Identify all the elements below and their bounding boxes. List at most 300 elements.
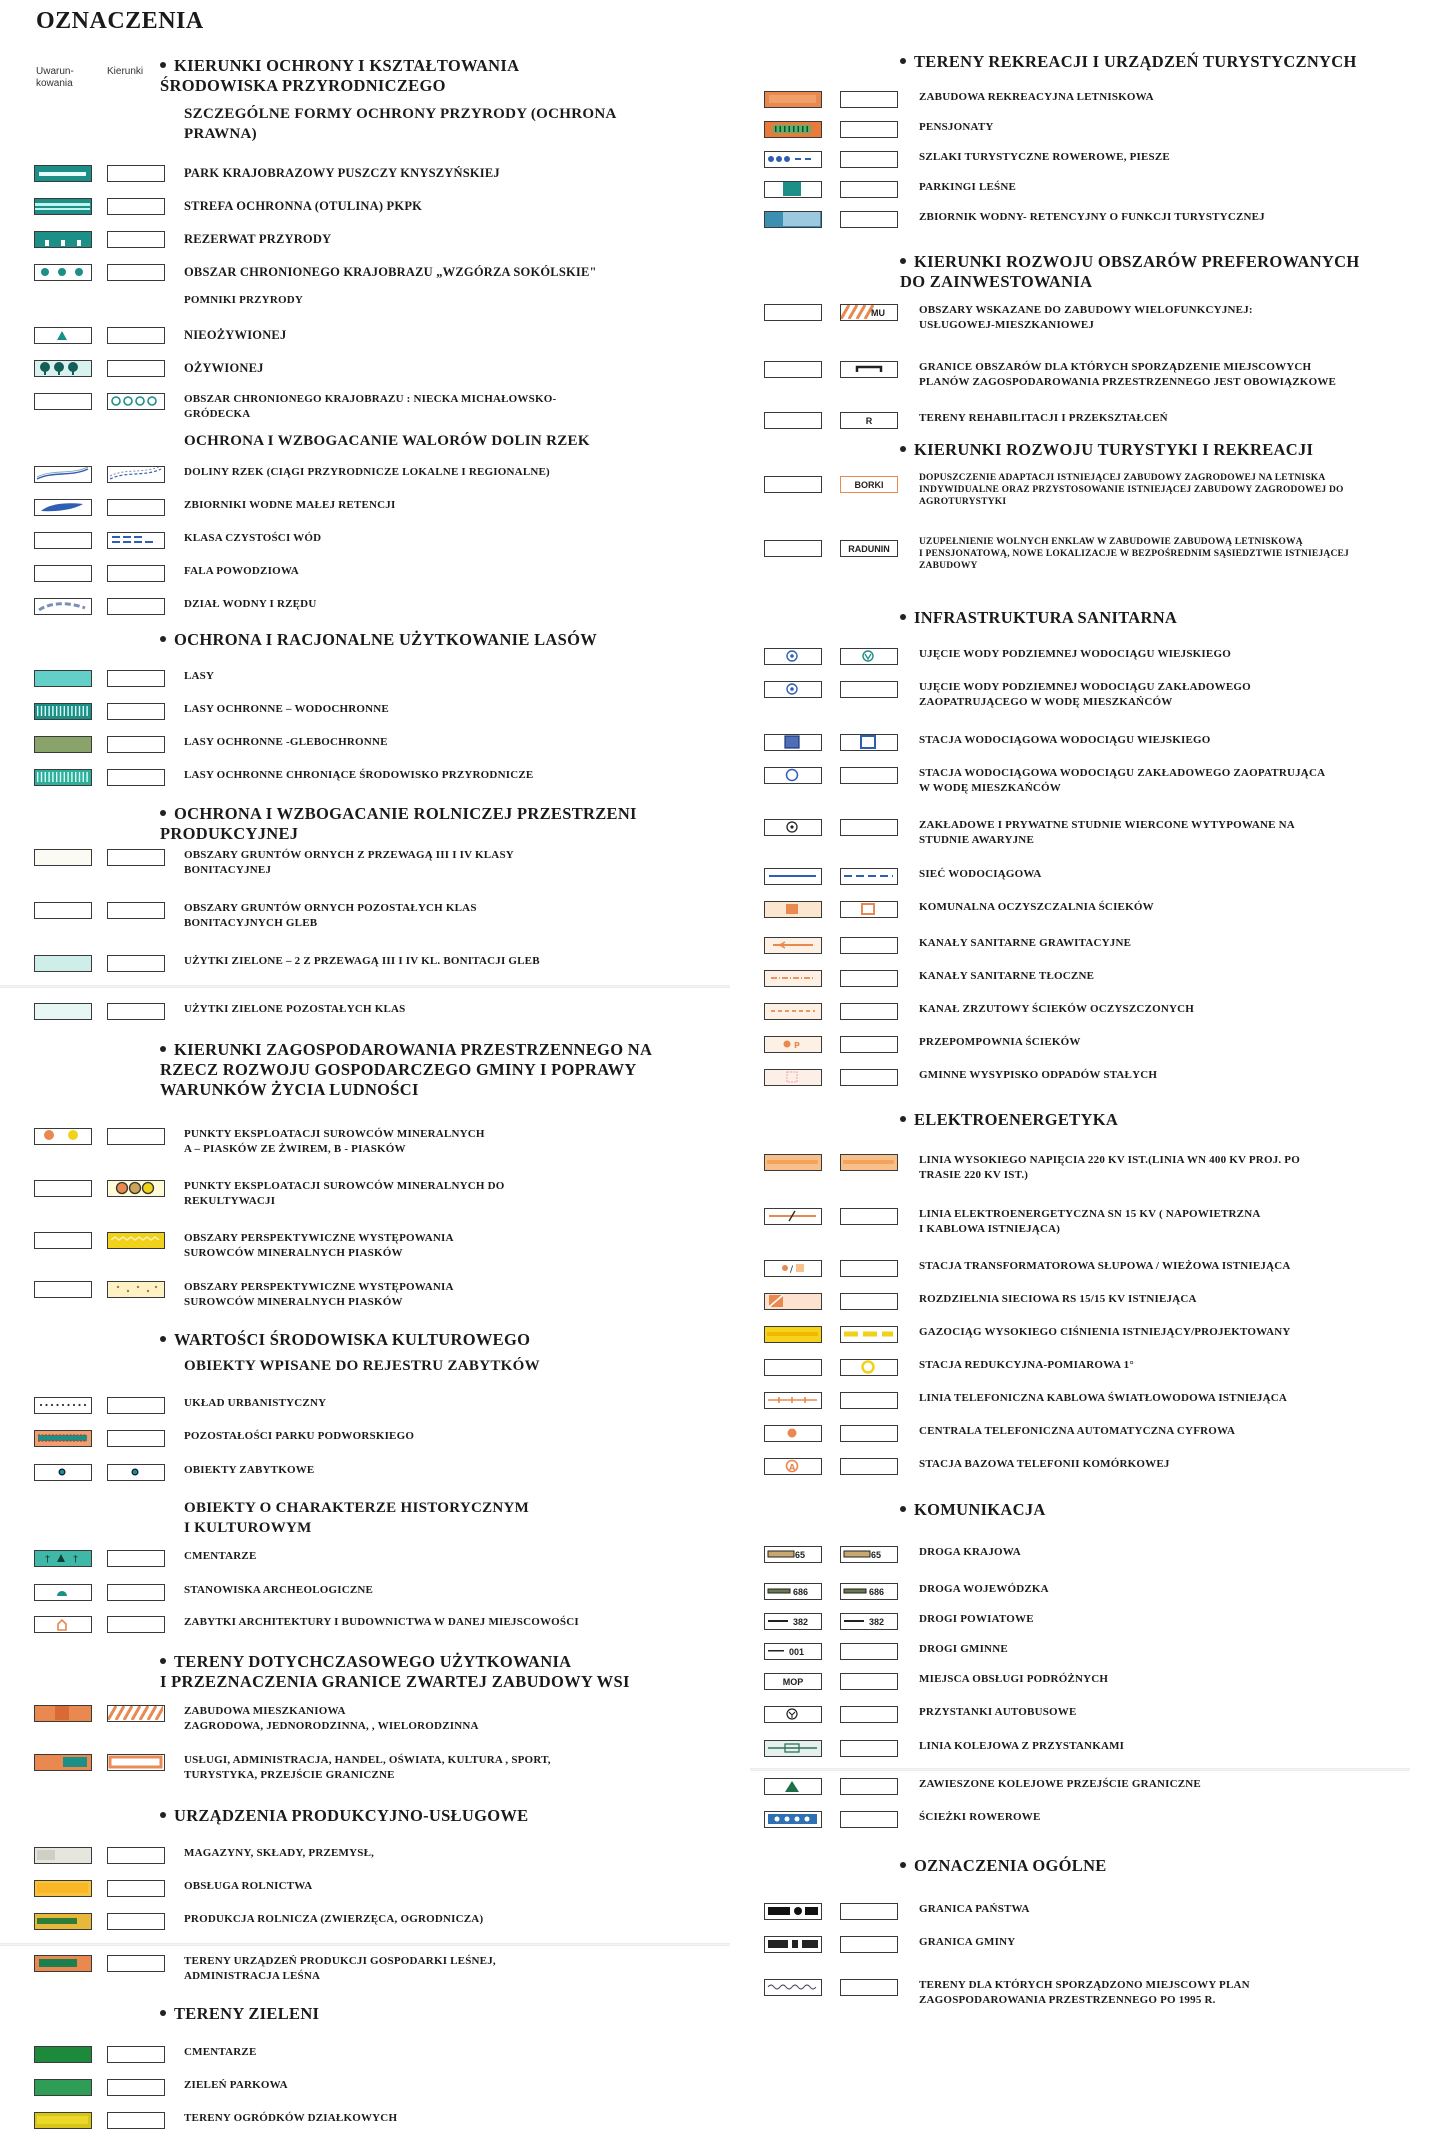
legend-symbol-warunkowania — [764, 1778, 822, 1795]
legend-label: TERENY REHABILITACJI I PRZEKSZTAŁCEŃ — [919, 412, 1168, 424]
legend-label: STACJA WODOCIĄGOWA WODOCIĄGU WIEJSKIEGO — [919, 734, 1211, 746]
legend-label: TERENY URZĄDZEŃ PRODUKCJI GOSPODARKI LEŚNEJ, ADMINISTRACJA LEŚNA — [184, 1955, 496, 1982]
legend-label: PENSJONATY — [919, 121, 994, 133]
legend-symbol-kierunki: 65 — [840, 1546, 898, 1563]
bullet-icon — [900, 1506, 906, 1512]
svg-text:/: / — [790, 1265, 794, 1275]
legend-symbol-warunkowania — [764, 361, 822, 378]
section-heading-text: OZNACZENIA OGÓLNE — [914, 1856, 1107, 1875]
legend-symbol-kierunki — [107, 1464, 165, 1481]
legend-symbol-kierunki — [107, 1281, 165, 1298]
legend-symbol-kierunki — [107, 198, 165, 215]
legend-label: UKŁAD URBANISTYCZNY — [184, 1397, 327, 1409]
legend-label: ROZDZIELNIA SIECIOWA RS 15/15 KV ISTNIEJĄCA — [919, 1293, 1197, 1305]
legend-label: USŁUGI, ADMINISTRACJA, HANDEL, OŚWIATA, KULTURA , SPORT, TURYSTYKA, PRZEJŚCIE GRANICZNE — [184, 1754, 551, 1781]
legend-label: SIEĆ WODOCIĄGOWA — [919, 868, 1042, 880]
page-title: OZNACZENIA — [36, 8, 204, 34]
legend-symbol-warunkowania — [34, 1397, 92, 1414]
legend-symbol-warunkowania: 001 — [764, 1643, 822, 1660]
legend-symbol-kierunki — [107, 1616, 165, 1633]
bullet-icon — [900, 446, 906, 452]
legend-label: OBSZARY PERSPEKTYWICZNE WYSTĘPOWANIA SUROWCÓW MINERALNYCH PIASKÓW — [184, 1281, 454, 1308]
legend-label: STACJA BAZOWA TELEFONII KOMÓRKOWEJ — [919, 1458, 1170, 1470]
bullet-icon — [160, 1658, 166, 1664]
legend-label: LINIA WYSOKIEGO NAPIĘCIA 220 KV IST.(LINIA WN 400 KV PROJ. PO TRASIE 220 KV IST.) — [919, 1154, 1300, 1181]
legend-symbol-kierunki — [107, 1955, 165, 1972]
legend-label: PRZYSTANKI AUTOBUSOWE — [919, 1706, 1077, 1718]
legend-symbol-warunkowania — [764, 1003, 822, 1020]
legend-symbol-warunkowania — [764, 970, 822, 987]
legend-symbol-kierunki: 686 — [840, 1583, 898, 1600]
legend-symbol-kierunki — [107, 466, 165, 483]
legend-label: CMENTARZE — [184, 2046, 257, 2058]
legend-label: STACJA TRANSFORMATOROWA SŁUPOWA / WIEŻOWA ISTNIEJĄCA — [919, 1260, 1291, 1272]
legend-label: OBSZARY GRUNTÓW ORNYCH POZOSTAŁYCH KLAS BONITACYJNYCH GLEB — [184, 902, 477, 929]
legend-label: OBSZARY GRUNTÓW ORNYCH Z PRZEWAGĄ III I IV KLASY BONITACYJNEJ — [184, 849, 514, 876]
legend-symbol-kierunki — [107, 1003, 165, 1020]
legend-label: PARK KRAJOBRAZOWY PUSZCZY KNYSZYŃSKIEJ — [184, 166, 500, 180]
legend-label: STACJA REDUKCYJNA-POMIAROWA 1° — [919, 1359, 1134, 1371]
legend-symbol-kierunki — [107, 955, 165, 972]
legend-symbol-kierunki — [840, 151, 898, 168]
legend-label: GAZOCIĄG WYSOKIEGO CIŚNIENIA ISTNIEJĄCY/PROJEKTOWANY — [919, 1326, 1291, 1338]
legend-symbol-warunkowania — [764, 937, 822, 954]
legend-symbol-kierunki: R — [840, 412, 898, 429]
paper-fold — [750, 1768, 1410, 1771]
section-heading — [160, 56, 700, 96]
legend-label: NIEOŻYWIONEJ — [184, 328, 287, 342]
legend-symbol-warunkowania — [764, 540, 822, 557]
legend-label: LASY OCHRONNE CHRONIĄCE ŚRODOWISKO PRZYRODNICZE — [184, 769, 534, 781]
legend-label: GRANICA GMINY — [919, 1936, 1016, 1948]
bullet-icon — [900, 258, 906, 264]
legend-symbol-kierunki — [107, 565, 165, 582]
legend-symbol-warunkowania — [764, 1326, 822, 1343]
legend-symbol-warunkowania — [34, 1128, 92, 1145]
legend-label: PUNKTY EKSPLOATACJI SUROWCÓW MINERALNYCH DO REKULTYWACJI — [184, 1180, 505, 1207]
legend-label: UJĘCIE WODY PODZIEMNEJ WODOCIĄGU WIEJSKIEGO — [919, 648, 1231, 660]
legend-symbol-warunkowania — [34, 1550, 92, 1567]
legend-symbol-warunkowania — [764, 1936, 822, 1953]
legend-symbol-warunkowania — [34, 466, 92, 483]
legend-symbol-kierunki — [840, 1903, 898, 1920]
legend-symbol-kierunki — [840, 681, 898, 698]
legend-label: DROGI POWIATOWE — [919, 1613, 1034, 1625]
legend-symbol-kierunki — [840, 211, 898, 228]
bullet-icon — [160, 636, 166, 642]
legend-label: KANAŁY SANITARNE GRAWITACYJNE — [919, 937, 1132, 949]
legend-label: GRANICE OBSZARÓW DLA KTÓRYCH SPORZĄDZENIE MIEJSCOWYCH PLANÓW ZAGOSPODAROWANIA PRZESTRZENNEGO JEST OBOWIĄZKOWE — [919, 361, 1337, 388]
legend-label: PRZEPOMPOWNIA ŚCIEKÓW — [919, 1036, 1081, 1048]
section-heading — [900, 52, 1420, 72]
legend-symbol-warunkowania — [34, 1180, 92, 1197]
legend-symbol-kierunki — [107, 165, 165, 182]
legend-symbol-kierunki — [840, 1260, 898, 1277]
svg-text:†: † — [73, 1554, 78, 1565]
legend-symbol-kierunki — [107, 1232, 165, 1249]
legend-symbol-warunkowania — [34, 670, 92, 687]
legend-symbol-kierunki — [107, 1913, 165, 1930]
bullet-icon — [160, 1336, 166, 1342]
section-heading-text: TERENY ZIELENI — [174, 2004, 320, 2023]
legend-symbol-warunkowania — [34, 1003, 92, 1020]
legend-symbol-warunkowania — [34, 532, 92, 549]
legend-symbol-warunkowania — [34, 327, 92, 344]
legend-symbol-warunkowania — [34, 955, 92, 972]
svg-text:P: P — [794, 1041, 800, 1050]
legend-symbol-kierunki — [107, 902, 165, 919]
legend-symbol-kierunki — [107, 598, 165, 615]
legend-symbol-kierunki — [840, 1979, 898, 1996]
legend-symbol-kierunki: 382 — [840, 1613, 898, 1630]
legend-label: LASY OCHRONNE -GLEBOCHRONNE — [184, 736, 388, 748]
legend-symbol-kierunki — [840, 181, 898, 198]
legend-symbol-warunkowania — [34, 1232, 92, 1249]
legend-symbol-warunkowania — [764, 151, 822, 168]
legend-label: ZABUDOWA MIESZKANIOWA ZAGRODOWA, JEDNORODZINNA, , WIELORODZINNA — [184, 1705, 479, 1732]
legend-symbol-kierunki — [840, 868, 898, 885]
legend-label: UŻYTKI ZIELONE POZOSTAŁYCH KLAS — [184, 1003, 406, 1015]
legend-symbol-kierunki — [840, 1673, 898, 1690]
legend-symbol-kierunki — [107, 1128, 165, 1145]
section-heading — [900, 252, 1420, 292]
legend-label: KANAŁ ZRZUTOWY ŚCIEKÓW OCZYSZCZONYCH — [919, 1003, 1195, 1015]
legend-label: STREFA OCHRONNA (OTULINA) PKPK — [184, 199, 423, 213]
legend-symbol-warunkowania — [764, 1458, 822, 1475]
legend-symbol-kierunki — [107, 1754, 165, 1771]
legend-symbol-kierunki — [840, 648, 898, 665]
section-heading-text: OCHRONA I RACJONALNE UŻYTKOWANIE LASÓW — [174, 630, 598, 649]
legend-symbol-kierunki — [840, 901, 898, 918]
legend-symbol-kierunki: MU — [840, 304, 898, 321]
legend-symbol-kierunki — [107, 499, 165, 516]
legend-symbol-warunkowania — [764, 1260, 822, 1277]
section-heading-text: KIERUNKI ROZWOJU TURYSTYKI I REKREACJI — [914, 440, 1314, 459]
legend-symbol-warunkowania — [34, 2112, 92, 2129]
legend-label: TERENY DLA KTÓRYCH SPORZĄDZONO MIEJSCOWY PLAN ZAGOSPODAROWANIA PRZESTRZENNEGO PO 1995 R. — [919, 1979, 1250, 2006]
legend-symbol-warunkowania — [764, 1811, 822, 1828]
legend-symbol-kierunki: RADUNIN — [840, 540, 898, 557]
legend-label: OBSZAR CHRONIONEGO KRAJOBRAZU : NIECKA MICHAŁOWSKO- GRÓDECKA — [184, 393, 557, 420]
legend-label: GRANICA PAŃSTWA — [919, 1903, 1030, 1915]
legend-symbol-warunkowania — [764, 476, 822, 493]
legend-symbol-warunkowania — [764, 211, 822, 228]
legend-symbol-warunkowania — [764, 1979, 822, 1996]
legend-label: REZERWAT PRZYRODY — [184, 232, 332, 246]
legend-label: DOLINY RZEK (CIĄGI PRZYRODNICZE LOKALNE I REGIONALNE) — [184, 466, 550, 478]
legend-symbol-kierunki — [840, 1359, 898, 1376]
legend-symbol-warunkowania: 686 — [764, 1583, 822, 1600]
bullet-icon — [900, 58, 906, 64]
section-heading-text: ELEKTROENERGETYKA — [914, 1110, 1119, 1129]
legend-symbol-warunkowania — [764, 734, 822, 751]
legend-symbol-warunkowania — [764, 1359, 822, 1376]
legend-label: ZBIORNIKI WODNE MAŁEJ RETENCJI — [184, 499, 396, 511]
legend-symbol-kierunki — [840, 1293, 898, 1310]
legend-label: DOPUSZCZENIE ADAPTACJI ISTNIEJĄCEJ ZABUDOWY ZAGRODOWEJ NA LETNISKA INDYWIDUALNE ORAZ PRZYSTOSOWANIE ISTNIEJĄCEJ ZABUDOWY ZAGRODOWEJ DO AGROTURYSTYKI — [919, 473, 1344, 507]
bullet-icon — [900, 1862, 906, 1868]
section-heading — [900, 1500, 1420, 1520]
legend-symbol-warunkowania — [34, 736, 92, 753]
section-heading-text: KIERUNKI ZAGOSPODAROWANIA PRZESTRZENNEGO NA RZECZ ROZWOJU GOSPODARCZEGO GMINY I POPRAWY WARUNKÓW ŻYCIA LUDNOŚCI — [160, 1040, 653, 1099]
legend-symbol-warunkowania — [764, 1208, 822, 1225]
legend-symbol-warunkowania — [764, 1425, 822, 1442]
section-heading — [900, 1856, 1420, 1876]
legend-symbol-warunkowania — [34, 1955, 92, 1972]
legend-symbol-warunkowania — [34, 769, 92, 786]
legend-symbol-warunkowania — [764, 819, 822, 836]
legend-label: OBIEKTY ZABYTKOWE — [184, 1464, 315, 1476]
section-heading — [160, 804, 700, 844]
legend-label: POZOSTAŁOŚCI PARKU PODWORSKIEGO — [184, 1430, 415, 1442]
legend-symbol-warunkowania — [34, 565, 92, 582]
legend-symbol-kierunki — [107, 532, 165, 549]
legend-symbol-warunkowania — [34, 360, 92, 377]
legend-symbol-kierunki — [840, 1392, 898, 1409]
legend-symbol-kierunki — [840, 970, 898, 987]
legend-symbol-warunkowania — [764, 1293, 822, 1310]
legend-symbol-warunkowania — [34, 2079, 92, 2096]
legend-label: UŻYTKI ZIELONE – 2 Z PRZEWAGĄ III I IV KL. BONITACJI GLEB — [184, 955, 540, 967]
legend-symbol-kierunki — [840, 1003, 898, 1020]
group-label: POMNIKI PRZYRODY — [184, 294, 304, 306]
legend-symbol-warunkowania — [34, 703, 92, 720]
legend-symbol-warunkowania — [34, 165, 92, 182]
legend-symbol-kierunki — [107, 1397, 165, 1414]
legend-symbol-warunkowania — [34, 1880, 92, 1897]
paper-fold — [0, 985, 730, 988]
legend-symbol-warunkowania — [764, 1740, 822, 1757]
legend-symbol-kierunki — [107, 2112, 165, 2129]
bullet-icon — [160, 2010, 166, 2016]
legend-symbol-warunkowania — [34, 2046, 92, 2063]
legend-symbol-warunkowania — [764, 304, 822, 321]
legend-symbol-kierunki — [840, 937, 898, 954]
section-heading — [160, 1330, 700, 1350]
column-header-kierunki: Kierunki — [107, 66, 144, 77]
legend-label: DZIAŁ WODNY I RZĘDU — [184, 598, 317, 610]
legend-symbol-kierunki — [840, 1326, 898, 1343]
legend-symbol-warunkowania — [34, 198, 92, 215]
legend-symbol-kierunki — [840, 1208, 898, 1225]
legend-label: MAGAZYNY, SKŁADY, PRZEMYSŁ, — [184, 1847, 375, 1859]
legend-label: TERENY OGRÓDKÓW DZIAŁKOWYCH — [184, 2112, 398, 2124]
legend-symbol-warunkowania — [764, 868, 822, 885]
legend-label: STANOWISKA ARCHEOLOGICZNE — [184, 1584, 374, 1596]
legend-symbol-warunkowania: 382 — [764, 1613, 822, 1630]
legend-symbol-warunkowania — [764, 1036, 822, 1053]
legend-symbol-warunkowania — [34, 1616, 92, 1633]
legend-symbol-warunkowania — [764, 91, 822, 108]
legend-label: OŻYWIONEJ — [184, 361, 264, 375]
legend-label: DROGI GMINNE — [919, 1643, 1008, 1655]
legend-symbol-warunkowania — [764, 648, 822, 665]
section-heading-text: WARTOŚCI ŚRODOWISKA KULTUROWEGO — [174, 1330, 531, 1349]
legend-symbol-kierunki — [107, 1880, 165, 1897]
svg-text:A: A — [789, 1463, 796, 1472]
legend-symbol-kierunki — [840, 121, 898, 138]
legend-symbol-warunkowania — [764, 1154, 822, 1171]
legend-symbol-kierunki — [840, 819, 898, 836]
legend-label: UZUPEŁNIENIE WOLNYCH ENKLAW W ZABUDOWIE ZABUDOWĄ LETNISKOWĄ I PENSJONATOWĄ, NOWE LOKALIZACJE W BEZPOŚREDNIM SĄSIEDZTWIE ISTNIEJĄCEJ ZABUDOWY — [919, 537, 1350, 571]
subsection-heading: SZCZEGÓLNE FORMY OCHRONY PRZYRODY (OCHRONA PRAWNA) — [184, 106, 617, 142]
legend-symbol-kierunki — [107, 1705, 165, 1722]
legend-symbol-kierunki: BORKI — [840, 476, 898, 493]
legend-symbol-warunkowania — [34, 1705, 92, 1722]
legend-symbol-kierunki — [840, 1154, 898, 1171]
legend-label: LASY — [184, 670, 215, 682]
legend-label: LINIA ELEKTROENERGETYCZNA SN 15 KV ( NAPOWIETRZNA I KABLOWA ISTNIEJĄCA) — [919, 1208, 1261, 1235]
legend-symbol-warunkowania — [764, 181, 822, 198]
legend-symbol-warunkowania — [34, 1584, 92, 1601]
legend-symbol-warunkowania — [34, 598, 92, 615]
legend-symbol-kierunki — [107, 2046, 165, 2063]
legend-symbol-warunkowania — [764, 767, 822, 784]
bullet-icon — [900, 614, 906, 620]
legend-symbol-warunkowania — [34, 264, 92, 281]
section-heading-text: URZĄDZENIA PRODUKCYJNO-USŁUGOWE — [174, 1806, 529, 1825]
legend-symbol-kierunki — [107, 670, 165, 687]
section-heading — [160, 1040, 700, 1100]
legend-label: PRODUKCJA ROLNICZA (ZWIERZĘCA, OGRODNICZA) — [184, 1913, 484, 1925]
section-heading — [900, 608, 1420, 628]
legend-label: PARKINGI LEŚNE — [919, 181, 1017, 193]
legend-label: ZIELEŃ PARKOWA — [184, 2079, 288, 2091]
legend-label: KLASA CZYSTOŚCI WÓD — [184, 532, 322, 544]
legend-symbol-kierunki — [840, 767, 898, 784]
legend-symbol-warunkowania — [764, 901, 822, 918]
legend-label: OBSZARY PERSPEKTYWICZNE WYSTĘPOWANIA SUROWCÓW MINERALNYCH PIASKÓW — [184, 1232, 454, 1259]
legend-symbol-kierunki — [107, 231, 165, 248]
legend-symbol-kierunki — [840, 361, 898, 378]
subsection-heading: OBIEKTY WPISANE DO REJESTRU ZABYTKÓW — [184, 1358, 540, 1374]
legend-symbol-kierunki — [107, 1430, 165, 1447]
legend-symbol-warunkowania — [34, 902, 92, 919]
legend-label: OBSZAR CHRONIONEGO KRAJOBRAZU „WZGÓRZA SOKÓLSKIE" — [184, 265, 597, 279]
legend-label: ZAKŁADOWE I PRYWATNE STUDNIE WIERCONE WYTYPOWANE NA STUDNIE AWARYJNE — [919, 819, 1295, 846]
column-header-warunkowania: Uwarun- kowania — [36, 66, 74, 89]
legend-label: OBSŁUGA ROLNICTWA — [184, 1880, 313, 1892]
section-heading — [160, 1806, 700, 1826]
legend-symbol-warunkowania — [764, 1903, 822, 1920]
legend-symbol-kierunki — [840, 91, 898, 108]
legend-label: STACJA WODOCIĄGOWA WODOCIĄGU ZAKŁADOWEGO ZAOPATRUJĄCA W WODĘ MIESZKAŃCÓW — [919, 767, 1326, 794]
legend-label: ZAWIESZONE KOLEJOWE PRZEJŚCIE GRANICZNE — [919, 1778, 1201, 1790]
section-heading-text: TERENY DOTYCHCZASOWEGO UŻYTKOWANIA I PRZEZNACZENIA GRANICE ZWARTEJ ZABUDOWY WSI — [160, 1652, 630, 1691]
legend-symbol-warunkowania — [34, 393, 92, 410]
legend-symbol-kierunki — [107, 769, 165, 786]
legend-symbol-kierunki — [107, 327, 165, 344]
legend-symbol-kierunki — [840, 1740, 898, 1757]
legend-label: ZABYTKI ARCHITEKTURY I BUDOWNICTWA W DANEJ MIEJSCOWOŚCI — [184, 1616, 579, 1628]
legend-symbol-kierunki — [107, 1180, 165, 1197]
subsection-heading: OCHRONA I WZBOGACANIE WALORÓW DOLIN RZEK — [184, 433, 590, 449]
legend-symbol-kierunki — [107, 1584, 165, 1601]
legend-symbol-warunkowania — [764, 412, 822, 429]
legend-label: UJĘCIE WODY PODZIEMNEJ WODOCIĄGU ZAKŁADOWEGO ZAOPATRUJĄCEGO W WODĘ MIESZKAŃCÓW — [919, 681, 1251, 708]
legend-symbol-kierunki — [107, 360, 165, 377]
legend-symbol-kierunki — [840, 1643, 898, 1660]
legend-label: LASY OCHRONNE – WODOCHRONNE — [184, 703, 389, 715]
legend-symbol-warunkowania — [34, 849, 92, 866]
legend-symbol-kierunki — [840, 1425, 898, 1442]
legend-symbol-kierunki — [107, 849, 165, 866]
legend-symbol-warunkowania — [34, 1847, 92, 1864]
bullet-icon — [160, 1812, 166, 1818]
legend-symbol-warunkowania — [34, 499, 92, 516]
section-heading — [900, 1110, 1420, 1130]
bullet-icon — [900, 1116, 906, 1122]
legend-symbol-kierunki — [840, 734, 898, 751]
section-heading-text: KIERUNKI OCHRONY I KSZTAŁTOWANIA ŚRODOWISKA PRZYRODNICZEGO — [160, 56, 520, 95]
section-heading-text: KIERUNKI ROZWOJU OBSZARÓW PREFEROWANYCH DO ZAINWESTOWANIA — [900, 252, 1360, 291]
legend-symbol-kierunki — [107, 2079, 165, 2096]
bullet-icon — [160, 62, 166, 68]
section-heading — [160, 1652, 700, 1692]
legend-symbol-warunkowania: 65 — [764, 1546, 822, 1563]
legend-symbol-kierunki — [107, 393, 165, 410]
legend-label: MIEJSCA OBSŁUGI PODRÓŻNYCH — [919, 1673, 1109, 1685]
legend-symbol-kierunki — [840, 1936, 898, 1953]
legend-label: ZBIORNIK WODNY- RETENCYJNY O FUNKCJI TURYSTYCZNEJ — [919, 211, 1265, 223]
legend-symbol-kierunki — [840, 1778, 898, 1795]
legend-label: FALA POWODZIOWA — [184, 565, 299, 577]
legend-symbol-warunkowania — [764, 1392, 822, 1409]
section-heading — [160, 2004, 700, 2024]
legend-label: OBSZARY WSKAZANE DO ZABUDOWY WIELOFUNKCYJNEJ: USŁUGOWEJ-MIESZKANIOWEJ — [919, 304, 1253, 331]
legend-label: ZABUDOWA REKREACYJNA LETNISKOWA — [919, 91, 1154, 103]
legend-symbol-kierunki — [840, 1811, 898, 1828]
paper-fold — [0, 1943, 730, 1946]
section-heading — [900, 440, 1420, 460]
section-heading-text: TERENY REKREACJI I URZĄDZEŃ TURYSTYCZNYCH — [914, 52, 1357, 71]
legend-symbol-warunkowania: MOP — [764, 1673, 822, 1690]
legend-label: KANAŁY SANITARNE TŁOCZNE — [919, 970, 1095, 982]
legend-symbol-warunkowania — [34, 231, 92, 248]
legend-symbol-warunkowania — [34, 1281, 92, 1298]
legend-symbol-warunkowania — [34, 1430, 92, 1447]
legend-symbol-kierunki — [107, 736, 165, 753]
legend-label: SZLAKI TURYSTYCZNE ROWEROWE, PIESZE — [919, 151, 1170, 163]
legend-label: DROGA KRAJOWA — [919, 1546, 1021, 1558]
legend-label: KOMUNALNA OCZYSZCZALNIA ŚCIEKÓW — [919, 901, 1154, 913]
legend-label: DROGA WOJEWÓDZKA — [919, 1583, 1049, 1595]
legend-symbol-warunkowania — [764, 1069, 822, 1086]
legend-symbol-kierunki — [107, 1550, 165, 1567]
legend-symbol-warunkowania — [764, 681, 822, 698]
legend-symbol-warunkowania — [764, 1706, 822, 1723]
legend-label: LINIA KOLEJOWA Z PRZYSTANKAMI — [919, 1740, 1125, 1752]
legend-symbol-kierunki — [840, 1036, 898, 1053]
section-heading — [160, 630, 700, 650]
legend-symbol-kierunki — [107, 264, 165, 281]
subsection-heading: OBIEKTY O CHARAKTERZE HISTORYCZNYM I KULTUROWYM — [184, 1500, 530, 1536]
legend-label: PUNKTY EKSPLOATACJI SUROWCÓW MINERALNYCH A – PIASKÓW ZE ŻWIREM, B - PIASKÓW — [184, 1128, 485, 1155]
legend-symbol-warunkowania — [34, 1754, 92, 1771]
bullet-icon — [160, 1046, 166, 1052]
legend-label: LINIA TELEFONICZNA KABLOWA ŚWIATŁOWODOWA ISTNIEJĄCA — [919, 1392, 1287, 1404]
legend-label: CMENTARZE — [184, 1550, 257, 1562]
section-heading-text: INFRASTRUKTURA SANITARNA — [914, 608, 1178, 627]
section-heading-text: KOMUNIKACJA — [914, 1500, 1046, 1519]
legend-label: ŚCIEŻKI ROWEROWE — [919, 1811, 1041, 1823]
legend-label: CENTRALA TELEFONICZNA AUTOMATYCZNA CYFROWA — [919, 1425, 1236, 1437]
legend-symbol-kierunki — [840, 1069, 898, 1086]
legend-label: GMINNE WYSYPISKO ODPADÓW STAŁYCH — [919, 1069, 1158, 1081]
svg-text:†: † — [45, 1554, 50, 1565]
legend-symbol-kierunki — [107, 1847, 165, 1864]
legend-symbol-warunkowania — [34, 1913, 92, 1930]
